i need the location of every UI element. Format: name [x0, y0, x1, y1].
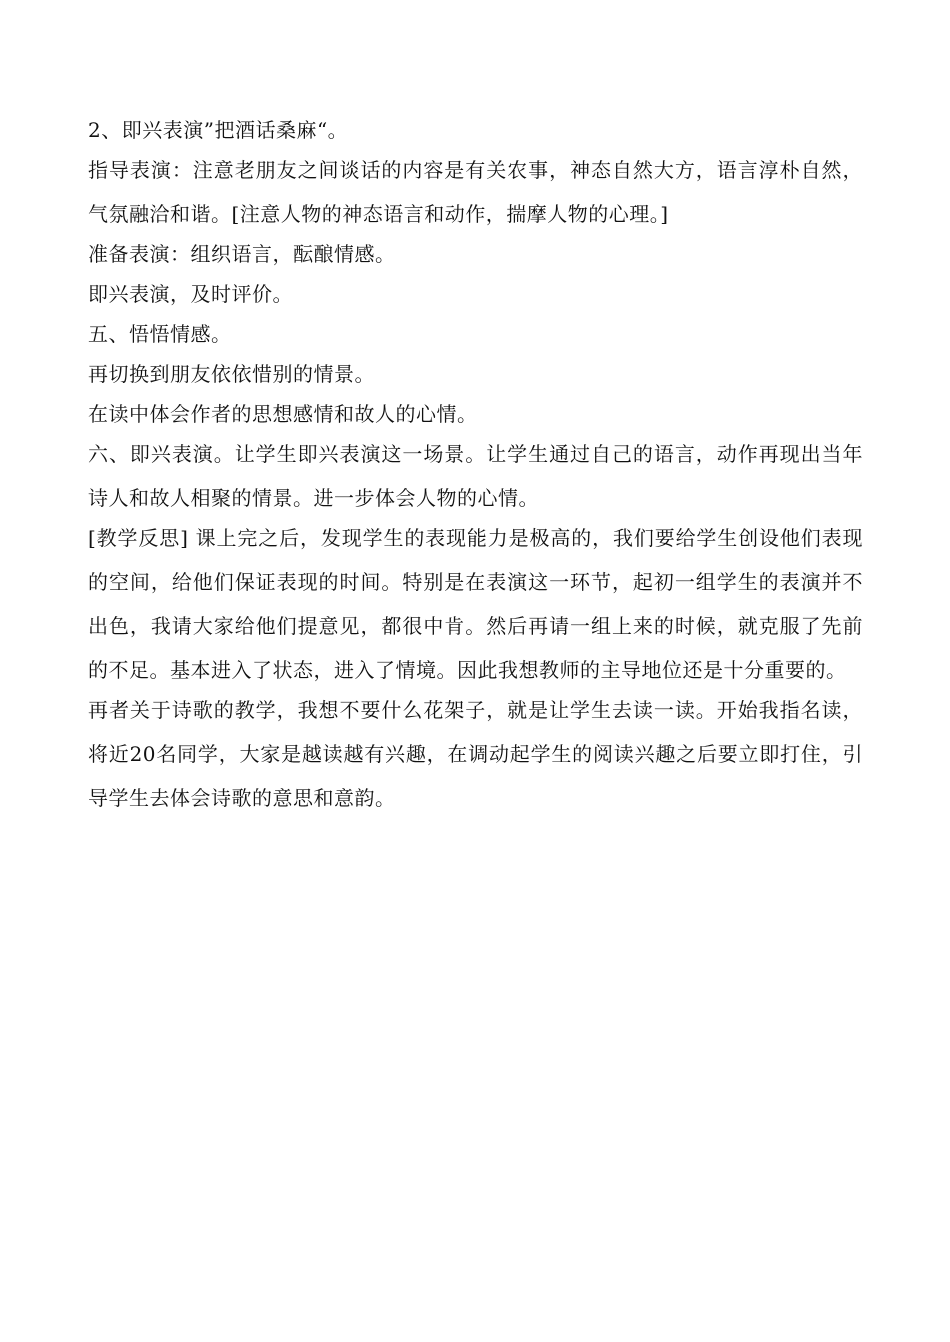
- paragraph-reading-feelings: 在读中体会作者的思想感情和故人的心情。: [88, 402, 478, 426]
- paragraph-section-six: 六、即兴表演。让学生即兴表演这一场景。让学生通过自己的语言，动作再现出当年诗人和故人相聚的情景。进一步体会人物的心情。: [88, 442, 863, 510]
- paragraph-performance-guidance: 指导表演：注意老朋友之间谈话的内容是有关农事，神态自然大方，语言淳朴自然，气氛融洽和谐。[注意人物的神态语言和动作，揣摩人物的心理。]: [88, 158, 863, 226]
- paragraph-farewell-scene: 再切换到朋友依依惜别的情景。: [88, 362, 375, 386]
- paragraph-performance-preparation: 准备表演：组织语言，酝酿情感。: [88, 242, 396, 266]
- paragraph-impromptu-evaluation: 即兴表演，及时评价。: [88, 282, 293, 306]
- paragraph-section-five-heading: 五、悟悟情感。: [88, 322, 232, 346]
- paragraph-teaching-reflection: [教学反思] 课上完之后，发现学生的表现能力是极高的，我们要给学生创设他们表现的空间，给他们保证表现的时间。特别是在表演这一环节，起初一组学生的表演并不出色，我请大家给他们提意见，都很中肯。然后再请一组上来的时候，就克服了先前的不足。基本进入了状态，进入了情境。因此我想教师的主导地位还是十分重要的。: [88, 526, 863, 682]
- paragraph-impromptu-performance-heading: 2、即兴表演”把酒话桑麻“。: [88, 118, 349, 142]
- paragraph-poetry-teaching: 再者关于诗歌的教学，我想不要什么花架子，就是让学生去读一读。开始我指名读，将近20名同学，大家是越读越有兴趣，在调动起学生的阅读兴趣之后要立即打住，引导学生去体会诗歌的意思和意韵。: [88, 698, 863, 810]
- document-body: [88, 108, 863, 820]
